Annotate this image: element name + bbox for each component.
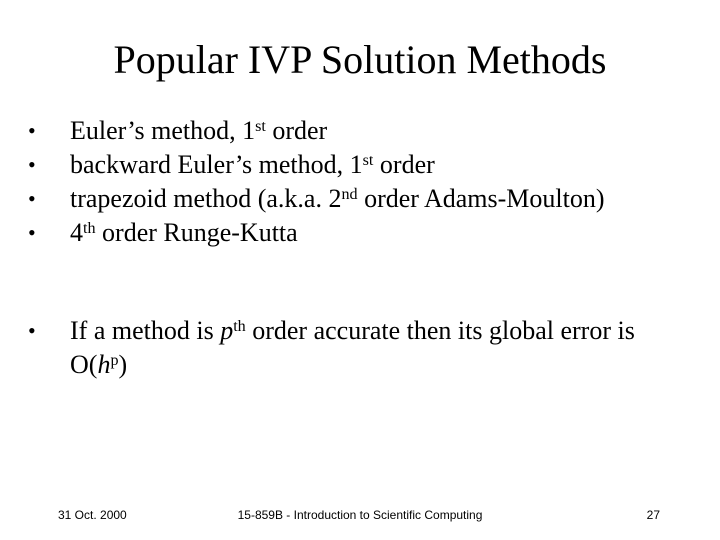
list-item: [28, 114, 708, 148]
bullet-text: 4: [70, 218, 83, 247]
exponent: p: [110, 352, 119, 370]
bullet-text: Euler’s method, 1: [70, 116, 256, 145]
accuracy-note: [28, 314, 708, 382]
bullet-icon: •: [28, 186, 36, 211]
bullet-text: order: [265, 116, 328, 145]
bullet-text: order: [373, 150, 435, 179]
step-variable: h: [97, 350, 111, 379]
ordinal-suffix: th: [233, 318, 246, 336]
ordinal-suffix: th: [83, 220, 96, 238]
note-text: order accurate then its global error is: [245, 316, 635, 345]
note-line-2: [70, 348, 708, 382]
note-line-1: [70, 314, 708, 348]
bullet-text: trapezoid method (a.k.a. 2: [70, 184, 342, 213]
list-item: [28, 216, 708, 250]
bullet-text: order Adams-Moulton): [357, 184, 605, 213]
big-o-text: ): [118, 350, 128, 379]
bullet-icon: •: [28, 152, 36, 177]
bullet-icon: •: [28, 220, 36, 245]
note-text: If a method is: [70, 316, 221, 345]
footer-date: 31 Oct. 2000: [58, 508, 127, 522]
bullet-text: backward Euler’s method, 1: [70, 150, 363, 179]
ordinal-suffix: nd: [341, 186, 358, 204]
bullet-text: order Runge-Kutta: [95, 218, 298, 247]
slide-title: Popular IVP Solution Methods: [113, 37, 607, 82]
ordinal-suffix: st: [255, 118, 266, 136]
bullet-icon: •: [28, 318, 36, 343]
ordinal-suffix: st: [362, 152, 374, 170]
methods-list: [28, 114, 708, 250]
list-item: [28, 148, 708, 182]
list-item: [28, 182, 708, 216]
big-o-text: O(: [70, 350, 98, 379]
bullet-icon: •: [28, 118, 36, 143]
footer-page-number: 27: [646, 508, 660, 522]
footer-course: 15-859B - Introduction to Scientific Computing: [237, 508, 483, 522]
order-variable: p: [220, 316, 234, 345]
